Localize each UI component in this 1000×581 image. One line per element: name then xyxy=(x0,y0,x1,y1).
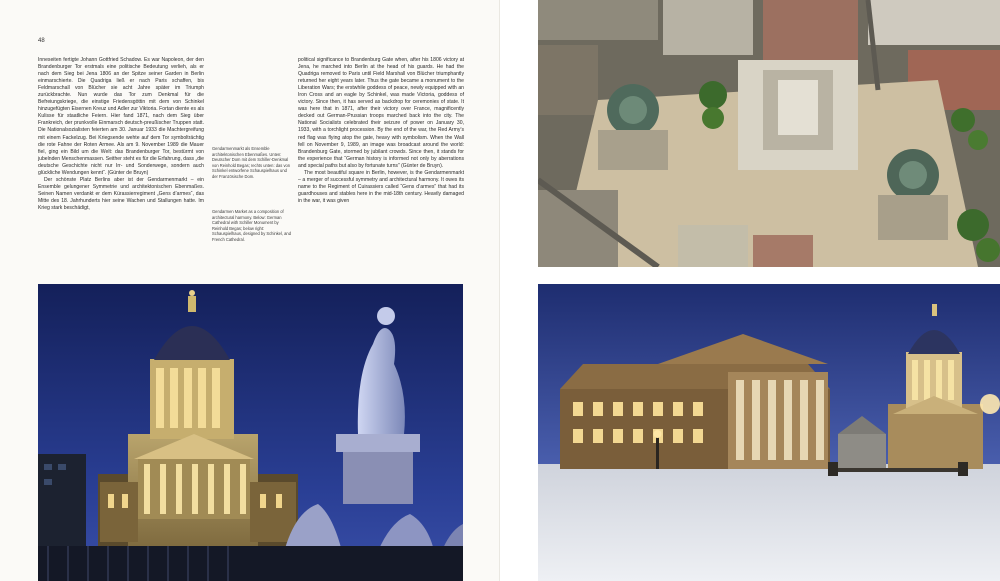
page-number: 48 xyxy=(38,38,45,44)
caption-english-text: Gendarmen Market as a composition of architectural harmony. Below: German Cathedral with Schiller Monument by Reinhold Begas; below right: Schauspielhaus, designed by Schinkel, and French Cathedral. xyxy=(212,209,291,242)
caption-german-text: Gendarmenmarkt als Ensemble architektonischen Ebenmaßes. Unten: Deutscher Dom mit dem Schiller-Denkmal von Reinhold Begas; rechts unten: das von Schinkel entworfene Schauspielhaus und der Französische Dom. xyxy=(212,146,291,179)
english-paragraph-2: The most beautiful square in Berlin, however, is the Gendarmenmarkt – a merger of successful symmetry and architectural harmony. It owes its name to the Regiment of Cuirassiers called “Gens d’armes” that had its guardhouses and stables here in the mid-18th century. Heavily damaged in the war, it was given xyxy=(298,169,464,204)
german-text-column xyxy=(38,57,204,212)
german-cathedral-illustration xyxy=(38,284,463,581)
german-paragraph-1: Inneseiten fertigte Johann Gottfried Schadow. Es war Napoleon, der den Brandenburger Tor erstmals eine politische Bedeutung verlieh, als er nach dem Sieg bei Jena 1806 an der Spitze seiner Garden in Berlin einmarschierte. Die Quadriga ließ er nach Paris schaffen, bis Feldmarschall von Blücher sie acht Jahre später im Triumph zurückbrachte. Nun wurde das Tor zum Denkmal für die Befreiungskriege, die einstige Friedensgöttin mit dem von Schinkel hinzugefügten Eisernen Kreuz und Adler zur Viktoria. Fortan diente es als Kulisse für staatliche Feiern. Hier fand 1871, nach dem Sieg über Frankreich, der prunkvolle Einmarsch deutsch-preußischer Truppen statt. Die Nationalsozialisten feierten am 30. Januar 1933 die Machtergreifung mit einem Fackelzug. Bei Kriegsende wehte auf dem Tor symbolträchtig die rote Fahne der Roten Armee. Als am 9. November 1989 die Mauer fiel, ging ein Bild um die Welt: das Brandenburger Tor, bestürmt von jubelnden Menschenmassen. Seither steht es für die Erfahrung, dass „die deutsche Geschichte nicht nur Irr- und Sonderwege, sondern auch glückliche Wendungen kennt“. (Günter de Bruyn) xyxy=(38,57,204,176)
caption-english xyxy=(212,209,291,243)
concert-hall-snow-illustration xyxy=(538,284,1000,581)
photo-gendarmenmarkt-aerial xyxy=(538,0,1000,267)
english-paragraph-1: political significance to Brandenburg Gate when, after his 1806 victory at Jena, he marched into Berlin at the head of his guards. He had the Quadriga removed to Paris until Field Marshall von Blücher triumphantly returned her eight years later. Thus the gate became a monument to the Liberation Wars; the erstwhile goddess of peace, newly equipped with an Iron Cross and an eagle by Schinkel, was made Victoria, goddess of victory. Since then, it has served as backdrop for ceremonies of state. It was here that in 1871, after their victory over France, magnificently decked out German-Prussian troops marched back into the city. The National Socialists celebrated their seizure of power on January 30, 1933, with a torchlight procession. By the end of the war, the Red Army’s red flag was flying atop the gate, heavy with symbolism. When the Wall fell on November 9, 1989, an image was broadcast around the world: Brandenburg Gate, stormed by jubilant crowds. Since then, it stands for the experience that “German history is informed not only by aberrations and special paths but also by fortunate turns” (Günter de Bruyn). xyxy=(298,57,464,169)
caption-german xyxy=(212,146,291,180)
photo-concert-hall-snow xyxy=(538,284,1000,581)
aerial-square-illustration xyxy=(538,0,1000,267)
english-text-column xyxy=(298,57,464,205)
german-paragraph-2: Der schönste Platz Berlins aber ist der Gendarmenmarkt – ein Ensemble gelungener Symmetrie und architektonischen Ebenmaßes. Seinen Namen verdankt er dem Kürassierregiment „Gens d’armes“, das Mitte des 18. Jahrhunderts hier seine Wachen und Stallungen hatte. Im Krieg stark beschädigt, xyxy=(38,176,204,211)
photo-german-cathedral-night xyxy=(38,284,463,581)
